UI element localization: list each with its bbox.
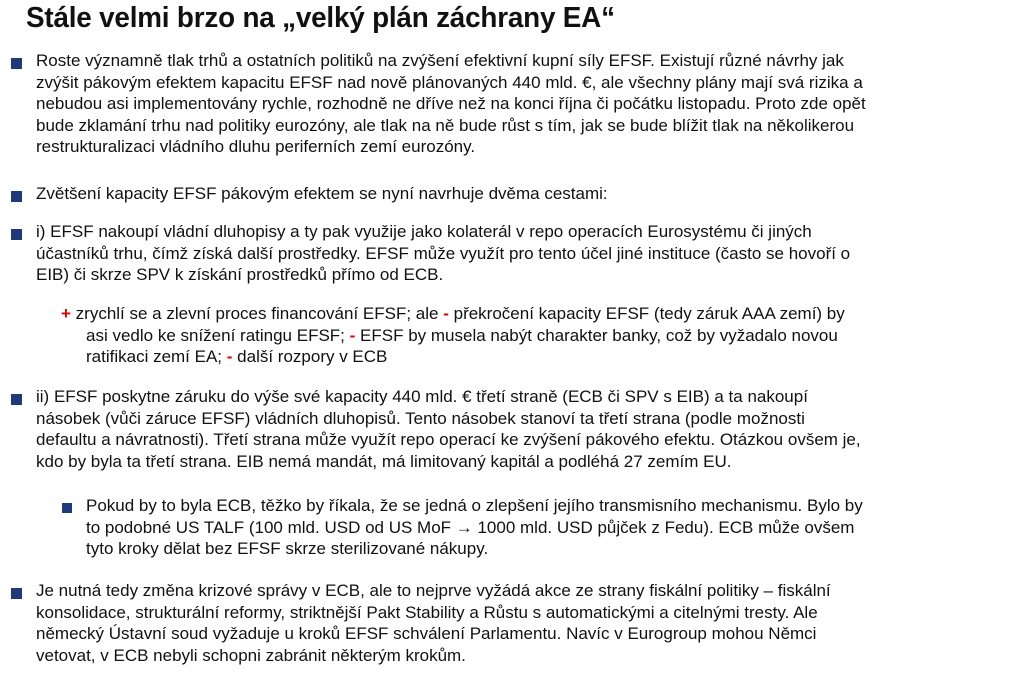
bullet-marker: [11, 588, 22, 599]
text-line: restrukturalizaci vládního dluhu periferních zemí eurozóny.: [36, 137, 476, 156]
text-line: kdo by byla ta třetí strana. EIB nemá mandát, má limitovaný kapitál a podléhá 27 zemím EU.: [36, 451, 732, 471]
slide-title: Stále velmi brzo na „velký plán záchrany EA“: [26, 2, 615, 34]
text-line: nebudou asi implementovány rychle, rozhodně ne dříve než na konci října či počátku listopadu. Proto zde opět: [36, 94, 866, 113]
bullet-text-5: [36, 580, 831, 666]
text-line: i) EFSF nakoupí vládní dluhopisy a ty pak využije jako kolaterál v repo operacích Eurosystému či jiných: [36, 222, 812, 241]
text-line: Pokud by to byla ECB, těžko by říkala, že se jedná o zlepšení jejího transmisního mechanismu. Bylo by: [86, 496, 863, 515]
text-line: [61, 346, 845, 368]
text-line: zvýšit pákovým efektem kapacitu EFSF nad nově plánovaných 440 mld. €, ale všechny plány mají svá rizika a: [36, 72, 863, 92]
minus-sign: -: [349, 325, 356, 345]
text-line: defaultu a návratnosti). Třetí strana může využít repo operací ke zvýšení pákového efektu. Otázkou ovšem je,: [36, 430, 861, 449]
plus-sign: +: [61, 304, 71, 323]
sub-bullet-marker: [62, 503, 72, 513]
minus-sign: -: [226, 347, 233, 366]
text-segment: asi vedlo ke snížení ratingu EFSF;: [86, 325, 350, 345]
con-text: překročení kapacity EFSF (tedy záruk AAA zemí) by: [448, 304, 845, 323]
bullet-marker: [11, 58, 22, 69]
text-line: Je nutná tedy změna krizové správy v ECB, ale to nejprve vyžádá akce ze strany fiskální politiky – fiskální: [36, 581, 831, 600]
bullet-marker: [11, 394, 22, 405]
text-line: německý Ústavní soud vyžaduje u kroků EFSF schválení Parlamentu. Navíc v Eurogroup mohou Němci: [36, 624, 817, 643]
text-line: tyto kroky dělat bez EFSF skrze sterilizované nákupy.: [86, 539, 489, 558]
text-line: to podobné US TALF (100 mld. USD od US MoF → 1000 mld. USD půjček z Fedu). ECB může ovšem: [86, 517, 855, 537]
pros-cons-text: [61, 303, 845, 368]
text-line: vetovat, v ECB nebyli schopni zabránit některým krokům.: [36, 645, 466, 665]
minus-sign: -: [443, 304, 449, 323]
text-line: [61, 325, 845, 347]
text-line: násobek (vůči záruce EFSF) vládních dluhopisů. Tento násobek stanoví ta třetí strana (podle možnosti: [36, 408, 805, 428]
con-text: další rozpory v ECB: [232, 347, 388, 366]
bullet-text-3: [36, 221, 850, 286]
text-line: Roste významně tlak trhů a ostatních politiků na zvýšení efektivní kupní síly EFSF. Existují různé návrhy jak: [36, 51, 844, 70]
pro-text: zrychlí se a zlevní proces financování EFSF; ale: [70, 304, 444, 323]
text-line: účastníků trhu, čímž získá další prostředky. EFSF může využít pro tento účel jiné instituce (často se hovoří o: [36, 243, 851, 263]
text-line: bude zklamání trhu nad politiky eurozóny, ale tlak na ně bude růst s tím, jak se bude blížit tlak na několikerou: [36, 115, 855, 135]
bullet-marker: [11, 229, 22, 240]
con-text: EFSF by musela nabýt charakter banky, což by vyžadalo novou: [355, 325, 838, 345]
text-line: EIB) či skrze SPV k získání prostředků přímo od ECB.: [36, 265, 444, 284]
bullet-text-2: [36, 183, 608, 205]
text-line: [61, 303, 845, 325]
bullet-text-1: [36, 50, 866, 158]
bullet-text-4: [36, 386, 861, 472]
text-line: Zvětšení kapacity EFSF pákovým efektem se nyní navrhuje dvěma cestami:: [36, 184, 608, 203]
text-line: ii) EFSF poskytne záruku do výše své kapacity 440 mld. € třetí straně (ECB či SPV s EIB) a ta nakoupí: [36, 387, 808, 406]
bullet-marker: [11, 191, 22, 202]
text-segment: ratifikaci zemí EA;: [86, 347, 227, 366]
text-line: konsolidace, strukturální reformy, striktnější Pakt Stability a Růstu s automatickými a citelnými tresty. Ale: [36, 602, 818, 622]
sub-bullet-text: [86, 495, 863, 560]
